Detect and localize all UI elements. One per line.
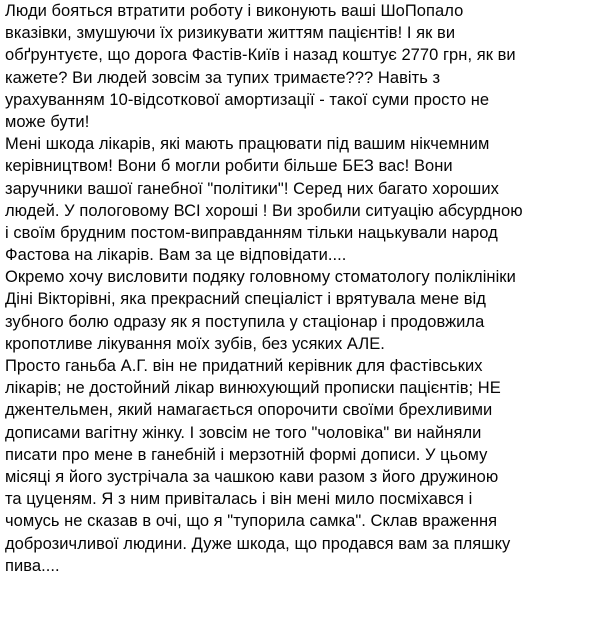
post-line: доброзичливої людини. Дуже шкода, що продався вам за пляшку (5, 534, 511, 553)
post-line: Фастова на лікарів. Вам за це відповідати.... (5, 246, 347, 265)
post-line: урахуванням 10-відсоткової амортизації - такої суми просто не (5, 90, 490, 109)
post-line: дописами вагітну жінку. І зовсім не того "чоловіка" ви найняли (5, 423, 482, 442)
post-line: чомусь не сказав в очі, що я "тупорила самка". Склав враження (5, 512, 498, 531)
post-line: Мені шкода лікарів, які мають працювати під вашим нікчемним (5, 135, 490, 154)
post-line: може бути! (5, 112, 90, 131)
post-line: керівництвом! Вони б могли робити більше БЕЗ вас! Вони (5, 157, 453, 176)
post-line: вказівки, змушуючи їх ризикувати життям пацієнтів! І як ви (5, 24, 456, 43)
post-line: та цуценям. Я з ним привіталась і він мені мило посміхався і (5, 490, 473, 509)
post-line: кропотливе лікування моїх зубів, без усяких АЛЕ. (5, 334, 385, 353)
post-line: людей. У пологовому ВСІ хороші ! Ви зробили ситуацію абсурдною (5, 201, 523, 220)
post-line: кажете? Ви людей зовсім за тупих тримаєте??? Навіть з (5, 68, 441, 87)
post-line: джентельмен, який намагається опорочити своїми брехливими (5, 401, 493, 420)
post-line: Окремо хочу висловити подяку головному стоматологу поліклініки (5, 268, 516, 287)
post-line: Діні Вікторівні, яка прекрасний спеціаліст і врятувала мене від (5, 290, 486, 309)
post-line: обґрунтуєте, що дорога Фастів-Київ і назад коштує 2770 грн, як ви (5, 46, 516, 65)
post-line: заручники вашої ганебної "політики"! Серед них багато хороших (5, 179, 499, 198)
post-line: Люди бояться втратити роботу і виконують ваші ШоПопало (5, 2, 464, 20)
post-line: зубного болю одразу як я поступила у стаціонар і продовжила (5, 312, 485, 331)
post-line: писати про мене в ганебній і мерзотній формі дописи. У цьому (5, 445, 488, 464)
post-line: Просто ганьба А.Г. він не придатний керівник для фастівських (5, 357, 483, 375)
post-line: місяці я його зустрічала за чашкою кави разом з його дружиною (5, 467, 499, 486)
post-line: пива.... (5, 556, 60, 575)
post-line: лікарів; не достойний лікар винюхующий прописки пацієнтів; НЕ (5, 379, 501, 398)
post-body-text (5, 0, 605, 577)
post-line: і своїм брудним постом-виправданням тільки нацькували народ (5, 223, 498, 242)
